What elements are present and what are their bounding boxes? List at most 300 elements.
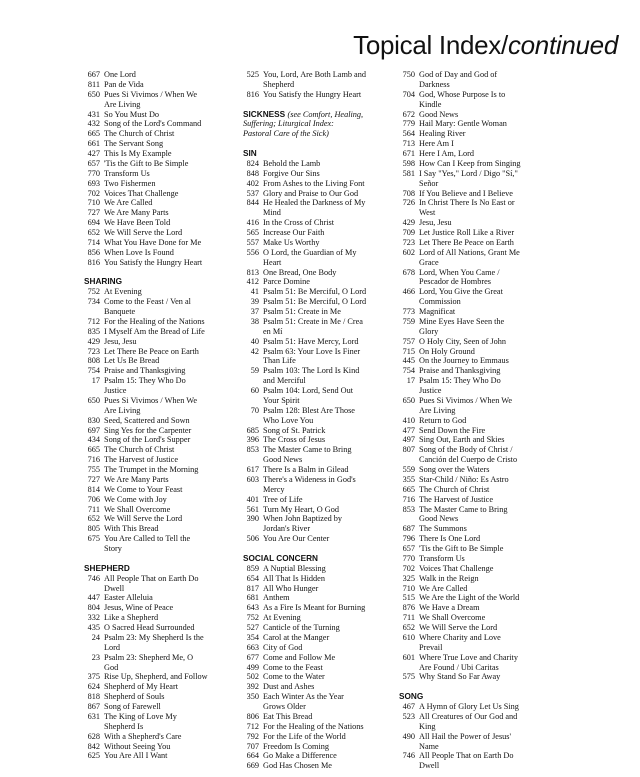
hymn-title-continued: Kindle xyxy=(419,99,442,109)
hymn-number: 726 xyxy=(402,198,415,208)
hymn-number: 685 xyxy=(246,425,259,435)
hymn-number: 711 xyxy=(87,504,100,514)
hymn-title: At Evening xyxy=(263,613,301,623)
index-entry xyxy=(84,712,242,722)
hymn-number: 665 xyxy=(402,484,415,494)
hymn-number: 561 xyxy=(246,504,259,514)
hymn-title: Come to the Feast / Ven al xyxy=(104,297,191,307)
index-entry xyxy=(399,485,549,495)
hymn-number: 652 xyxy=(87,228,100,237)
hymn-title: Song of the Body of Christ / xyxy=(419,445,513,455)
hymn-title: Seed, Scattered and Sown xyxy=(104,415,190,425)
hymn-title-continued: Name xyxy=(419,741,439,751)
index-entry xyxy=(399,268,549,278)
hymn-title: With This Bread xyxy=(104,524,159,534)
hymn-title: Rise Up, Shepherd, and Follow xyxy=(104,672,208,682)
index-entry xyxy=(84,465,242,475)
hymn-title: Star-Child / Niño: Es Astro xyxy=(419,474,509,484)
hymn-number: 713 xyxy=(402,139,415,149)
hymn-title: Behold the Lamb xyxy=(263,158,321,168)
hymn-title: We Shall Overcome xyxy=(419,613,486,623)
hymn-title: Here Am I xyxy=(419,139,454,149)
hymn-number: 527 xyxy=(246,623,259,632)
index-entry xyxy=(243,761,395,771)
hymn-title: The Church of Christ xyxy=(419,484,490,494)
index-entry xyxy=(399,149,549,159)
hymn-title-continued: Grows Older xyxy=(263,702,306,711)
hymn-number: 401 xyxy=(246,494,259,504)
hymn-number: 390 xyxy=(246,514,259,524)
hymn-title: So You Must Do xyxy=(104,109,160,119)
index-entry xyxy=(399,524,549,534)
hymn-title: Tree of Life xyxy=(263,494,303,504)
hymn-title: All That Is Hidden xyxy=(263,573,325,583)
index-entry xyxy=(243,386,395,396)
index-entry xyxy=(399,307,549,317)
hymn-number: 17 xyxy=(406,376,415,386)
hymn-title: We Will Serve the Lord xyxy=(104,228,183,237)
index-entry xyxy=(399,653,549,663)
hymn-title: The King of Love My xyxy=(104,711,177,721)
hymn-number: 811 xyxy=(87,79,100,89)
hymn-title: God of Day and God of xyxy=(419,70,498,79)
index-entry xyxy=(243,495,395,505)
hymn-number: 817 xyxy=(246,583,259,593)
index-entry xyxy=(399,189,549,199)
hymn-number: 677 xyxy=(246,652,259,662)
hymn-title: Increase Our Faith xyxy=(263,228,325,237)
hymn-number: 867 xyxy=(87,702,100,711)
index-entry xyxy=(399,732,549,742)
hymn-title: Each Winter As the Year xyxy=(263,692,344,702)
hymn-title: Eat This Bread xyxy=(263,711,313,721)
hymn-title-continued: and Merciful xyxy=(263,376,306,386)
hymn-title: Why Stand So Far Away xyxy=(419,672,501,682)
hymn-number: 499 xyxy=(246,662,259,672)
index-entry xyxy=(84,218,242,228)
hymn-number: 816 xyxy=(87,257,100,267)
hymn-title-continued: Señor xyxy=(419,178,439,188)
hymn-title: We Will Serve the Lord xyxy=(419,623,498,632)
hymn-number: 779 xyxy=(402,119,415,129)
hymn-number: 559 xyxy=(402,465,415,474)
index-entry xyxy=(399,90,549,100)
index-entry xyxy=(399,633,549,643)
hymn-title-continued: Are Found / Ubi Caritas xyxy=(419,662,499,672)
hymn-number: 602 xyxy=(402,247,415,257)
hymn-title: 'Tis the Gift to Be Simple xyxy=(419,544,504,553)
hymn-title: All Who Hunger xyxy=(263,583,319,593)
index-entry xyxy=(243,406,395,416)
hymn-title: In the Cross of Christ xyxy=(263,218,335,228)
index-entry xyxy=(84,475,242,485)
index-entry xyxy=(84,426,242,436)
hymn-number: 652 xyxy=(87,514,100,524)
index-entry xyxy=(84,672,242,682)
hymn-number: 671 xyxy=(402,149,415,158)
section-heading-label: SONG xyxy=(399,692,424,702)
index-entry xyxy=(84,376,242,386)
hymn-number: 816 xyxy=(246,89,259,99)
hymn-number: 523 xyxy=(402,711,415,721)
hymn-title: The Church of Christ xyxy=(104,129,175,139)
hymn-title-continued: Shepherd Is xyxy=(104,721,144,731)
hymn-number: 697 xyxy=(87,425,100,435)
hymn-number: 835 xyxy=(87,326,100,336)
hymn-title: Walk in the Reign xyxy=(419,573,479,583)
index-entry xyxy=(84,702,242,712)
index-entry xyxy=(243,218,395,228)
hymn-number: 678 xyxy=(402,267,415,277)
hymn-number: 24 xyxy=(91,632,100,642)
hymn-title: We Will Serve the Lord xyxy=(104,514,183,524)
hymn-number: 830 xyxy=(87,415,100,425)
index-entry xyxy=(84,159,242,169)
hymn-number: 675 xyxy=(87,534,100,544)
hymn-number: 859 xyxy=(246,563,259,573)
hymn-title: The Harvest of Justice xyxy=(104,455,178,465)
hymn-title: You, Lord, Are Both Lamb and xyxy=(263,70,366,79)
hymn-number: 752 xyxy=(87,287,100,297)
index-entry xyxy=(243,277,395,287)
hymn-title: We Have a Dream xyxy=(419,603,480,613)
section-heading-label: SHEPHERD xyxy=(84,563,130,573)
hymn-title: Good News xyxy=(419,109,459,119)
hymn-title: He Healed the Darkness of My xyxy=(263,198,366,208)
hymn-title: Transform Us xyxy=(104,168,150,178)
section-gap xyxy=(243,100,395,110)
hymn-title: Glory and Praise to Our God xyxy=(263,188,359,198)
hymn-title: Psalm 23: Shepherd Me, O xyxy=(104,652,194,662)
hymn-title: The Summons xyxy=(419,524,467,534)
hymn-number: 581 xyxy=(402,168,415,178)
hymn-number: 392 xyxy=(246,682,259,692)
page-title xyxy=(353,30,618,61)
hymn-number: 707 xyxy=(246,741,259,751)
index-entry xyxy=(399,534,549,544)
hymn-number: 557 xyxy=(246,237,259,247)
index-entry xyxy=(243,663,395,673)
hymn-number: 628 xyxy=(87,731,100,741)
hymn-title: Song of the Lord's Supper xyxy=(104,435,191,445)
hymn-title: There's a Wideness in God's xyxy=(263,474,356,484)
index-entry xyxy=(84,139,242,149)
hymn-number: 37 xyxy=(250,307,259,316)
hymn-number: 716 xyxy=(87,455,100,465)
hymn-number: 432 xyxy=(87,119,100,129)
hymn-title: Here I Am, Lord xyxy=(419,149,474,158)
hymn-number: 435 xyxy=(87,623,100,632)
index-entry xyxy=(243,722,395,732)
hymn-number: 416 xyxy=(246,218,259,228)
index-entry xyxy=(84,248,242,258)
hymn-title: Where True Love and Charity xyxy=(419,652,518,662)
hymn-number: 681 xyxy=(246,593,259,603)
hymn-number: 466 xyxy=(402,287,415,297)
index-entry xyxy=(399,603,549,613)
hymn-title: A Hymn of Glory Let Us Sing xyxy=(419,702,519,711)
hymn-title: O Holy City, Seen of John xyxy=(419,336,507,346)
hymn-number: 565 xyxy=(246,228,259,237)
hymn-title: We Come to Your Feast xyxy=(104,484,183,494)
section-heading xyxy=(243,149,395,159)
hymn-title: You Satisfy the Hungry Heart xyxy=(104,257,203,267)
hymn-title: Parce Domine xyxy=(263,277,310,287)
hymn-title-continued: God xyxy=(104,662,119,672)
index-entry xyxy=(399,465,549,475)
hymn-title: O Lord, the Guardian of My xyxy=(263,247,357,257)
hymn-number: 704 xyxy=(402,89,415,99)
hymn-title: Let Us Be Bread xyxy=(104,356,160,366)
hymn-title: Psalm 63: Your Love Is Finer xyxy=(263,346,361,356)
hymn-number: 537 xyxy=(246,188,259,198)
hymn-number: 610 xyxy=(402,632,415,642)
index-entry xyxy=(243,307,395,317)
hymn-title: A Nuptial Blessing xyxy=(263,563,326,573)
index-entry xyxy=(84,327,242,337)
index-entry xyxy=(243,672,395,682)
hymn-title: All People That on Earth Do xyxy=(419,751,514,761)
index-entry xyxy=(243,475,395,485)
section-heading-label: SIN xyxy=(243,149,257,158)
hymn-title: Psalm 128: Blest Are Those xyxy=(263,405,355,415)
index-entry xyxy=(84,593,242,603)
hymn-number: 617 xyxy=(246,465,259,474)
index-entry xyxy=(399,317,549,327)
index-entry xyxy=(399,712,549,722)
hymn-number: 710 xyxy=(402,583,415,593)
hymn-title-continued: Good News xyxy=(419,514,459,524)
index-entry xyxy=(84,396,242,406)
hymn-title: We Shall Overcome xyxy=(104,504,171,514)
hymn-title: Send Down the Fire xyxy=(419,425,486,435)
hymn-title-continued: Who Love You xyxy=(263,415,314,425)
index-entry xyxy=(399,505,549,515)
index-column-3 xyxy=(399,70,549,771)
index-entry xyxy=(243,169,395,179)
hymn-title: City of God xyxy=(263,642,303,652)
hymn-number: 447 xyxy=(87,593,100,603)
hymn-title: Make Us Worthy xyxy=(263,237,320,247)
index-entry xyxy=(243,337,395,347)
hymn-title: Let There Be Peace on Earth xyxy=(104,346,199,356)
hymn-title: With a Shepherd's Care xyxy=(104,731,182,741)
hymn-title: For the Life of the World xyxy=(263,731,346,741)
hymn-title: You Are Our Center xyxy=(263,534,330,544)
hymn-number: 429 xyxy=(87,336,100,346)
index-entry xyxy=(84,732,242,742)
hymn-title: One Bread, One Body xyxy=(263,267,337,277)
index-entry xyxy=(399,416,549,426)
hymn-title: Psalm 15: They Who Do xyxy=(104,376,186,386)
index-entry xyxy=(243,189,395,199)
hymn-number: 427 xyxy=(87,149,100,158)
hymn-number: 350 xyxy=(246,692,259,702)
hymn-number: 805 xyxy=(87,524,100,534)
index-entry xyxy=(84,445,242,455)
hymn-title-continued: Dwell xyxy=(104,583,125,593)
index-entry xyxy=(243,159,395,169)
hymn-number: 752 xyxy=(246,613,259,623)
index-entry xyxy=(243,347,395,357)
hymn-number: 746 xyxy=(87,573,100,583)
hymn-title: For the Healing of the Nations xyxy=(263,721,364,731)
index-entry xyxy=(399,159,549,169)
hymn-number: 755 xyxy=(87,465,100,474)
index-entry xyxy=(399,356,549,366)
page-title-continued: continued xyxy=(507,30,618,60)
index-entry xyxy=(243,653,395,663)
hymn-title: Pan de Vida xyxy=(104,79,144,89)
hymn-number: 853 xyxy=(402,504,415,514)
hymn-number: 672 xyxy=(402,109,415,119)
hymn-title-continued: Good News xyxy=(263,455,303,465)
hymn-title: This Is My Example xyxy=(104,149,172,158)
hymn-number: 431 xyxy=(87,109,100,119)
hymn-title: We Are Called xyxy=(419,583,468,593)
index-entry xyxy=(84,169,242,179)
index-entry xyxy=(84,366,242,376)
hymn-number: 716 xyxy=(402,494,415,504)
hymn-title: All Hail the Power of Jesus' xyxy=(419,731,511,741)
hymn-title: Mine Eyes Have Seen the xyxy=(419,316,505,326)
index-entry xyxy=(84,416,242,426)
index-entry xyxy=(84,189,242,199)
index-entry xyxy=(399,584,549,594)
hymn-title: Praise and Thanksgiving xyxy=(104,366,186,376)
hymn-title: Easter Alleluia xyxy=(104,593,153,603)
index-entry xyxy=(399,445,549,455)
hymn-title: The Servant Song xyxy=(104,139,164,149)
hymn-title: There Is a Balm in Gilead xyxy=(263,465,349,474)
index-entry xyxy=(243,248,395,258)
hymn-number: 354 xyxy=(246,632,259,642)
hymn-title: Hail Mary: Gentle Woman xyxy=(419,119,507,129)
index-entry xyxy=(243,633,395,643)
index-entry xyxy=(399,751,549,761)
index-entry xyxy=(243,198,395,208)
hymn-title: Dust and Ashes xyxy=(263,682,315,692)
hymn-title: As a Fire Is Meant for Burning xyxy=(263,603,366,613)
hymn-title: Carol at the Manger xyxy=(263,632,330,642)
hymn-number: 661 xyxy=(87,139,100,149)
hymn-number: 598 xyxy=(402,158,415,168)
hymn-number: 754 xyxy=(402,366,415,376)
hymn-number: 575 xyxy=(402,672,415,682)
index-entry xyxy=(84,238,242,248)
hymn-title: Lord, You Give the Great xyxy=(419,287,503,297)
section-heading xyxy=(243,554,395,564)
section-heading xyxy=(84,277,242,287)
index-entry xyxy=(243,682,395,692)
hymn-number: 490 xyxy=(402,731,415,741)
hymn-number: 727 xyxy=(87,208,100,218)
index-entry xyxy=(243,445,395,455)
hymn-title: At Evening xyxy=(104,287,142,297)
hymn-title: Forgive Our Sins xyxy=(263,168,320,178)
hymn-title-continued: Your Spirit xyxy=(263,395,300,405)
hymn-number: 506 xyxy=(246,534,259,544)
hymn-number: 706 xyxy=(87,494,100,504)
index-entry xyxy=(399,593,549,603)
index-entry xyxy=(243,366,395,376)
hymn-title-continued: Dwell xyxy=(419,761,440,771)
hymn-number: 402 xyxy=(246,178,259,188)
section-heading-label: SICKNESS xyxy=(243,109,286,119)
hymn-title: I Myself Am the Bread of Life xyxy=(104,326,205,336)
hymn-title: I Say "Yes," Lord / Digo "Sí," xyxy=(419,168,518,178)
hymn-title: Return to God xyxy=(419,415,467,425)
hymn-number: 723 xyxy=(87,346,100,356)
hymn-title-continued: Prevail xyxy=(419,642,443,652)
index-entry xyxy=(399,672,549,682)
hymn-title: The Harvest of Justice xyxy=(419,494,493,504)
hymn-number: 650 xyxy=(87,89,100,99)
hymn-number: 734 xyxy=(87,297,100,307)
hymn-title: Jesu, Jesu xyxy=(419,218,452,228)
hymn-number: 502 xyxy=(246,672,259,682)
hymn-title-continued: Than Life xyxy=(263,356,296,366)
index-entry xyxy=(84,653,242,663)
hymn-number: 59 xyxy=(250,366,259,376)
hymn-number: 497 xyxy=(402,435,415,445)
hymn-title: We Are Many Parts xyxy=(104,208,169,218)
hymn-number: 643 xyxy=(246,603,259,613)
index-entry xyxy=(84,149,242,159)
hymn-number: 603 xyxy=(246,474,259,484)
hymn-number: 694 xyxy=(87,218,100,228)
hymn-number: 70 xyxy=(250,405,259,415)
hymn-number: 770 xyxy=(402,553,415,563)
hymn-title: Song of St. Patrick xyxy=(263,425,326,435)
hymn-number: 759 xyxy=(402,316,415,326)
hymn-number: 396 xyxy=(246,435,259,445)
index-entry xyxy=(243,287,395,297)
hymn-title-continued: Heart xyxy=(263,257,282,267)
index-entry xyxy=(243,603,395,613)
hymn-number: 796 xyxy=(402,534,415,544)
hymn-title-continued: Story xyxy=(104,544,122,553)
index-entry xyxy=(243,574,395,584)
index-entry xyxy=(399,169,549,179)
hymn-title: Jesu, Jesu xyxy=(104,336,137,346)
hymn-title: How Can I Keep from Singing xyxy=(419,158,521,168)
hymn-number: 515 xyxy=(402,593,415,603)
hymn-number: 667 xyxy=(87,70,100,79)
index-entry xyxy=(399,238,549,248)
hymn-title: You Are All I Want xyxy=(104,751,168,761)
hymn-number: 477 xyxy=(402,425,415,435)
hymn-title: Sing Out, Earth and Skies xyxy=(419,435,505,445)
index-entry xyxy=(84,623,242,633)
hymn-number: 773 xyxy=(402,307,415,316)
index-entry xyxy=(84,682,242,692)
hymn-title: Canticle of the Turning xyxy=(263,623,340,632)
index-entry xyxy=(84,633,242,643)
index-entry xyxy=(84,119,242,129)
hymn-number: 715 xyxy=(402,346,415,356)
hymn-title: Come and Follow Me xyxy=(263,652,336,662)
hymn-number: 848 xyxy=(246,168,259,178)
hymn-number: 714 xyxy=(87,237,100,247)
hymn-title: Psalm 51: Create in Me xyxy=(263,307,341,316)
hymn-title-continued: Shepherd xyxy=(263,79,295,89)
hymn-title: Psalm 104: Lord, Send Out xyxy=(263,386,354,395)
index-entry xyxy=(399,495,549,505)
index-entry xyxy=(399,435,549,445)
hymn-number: 712 xyxy=(87,316,100,326)
index-entry xyxy=(243,426,395,436)
